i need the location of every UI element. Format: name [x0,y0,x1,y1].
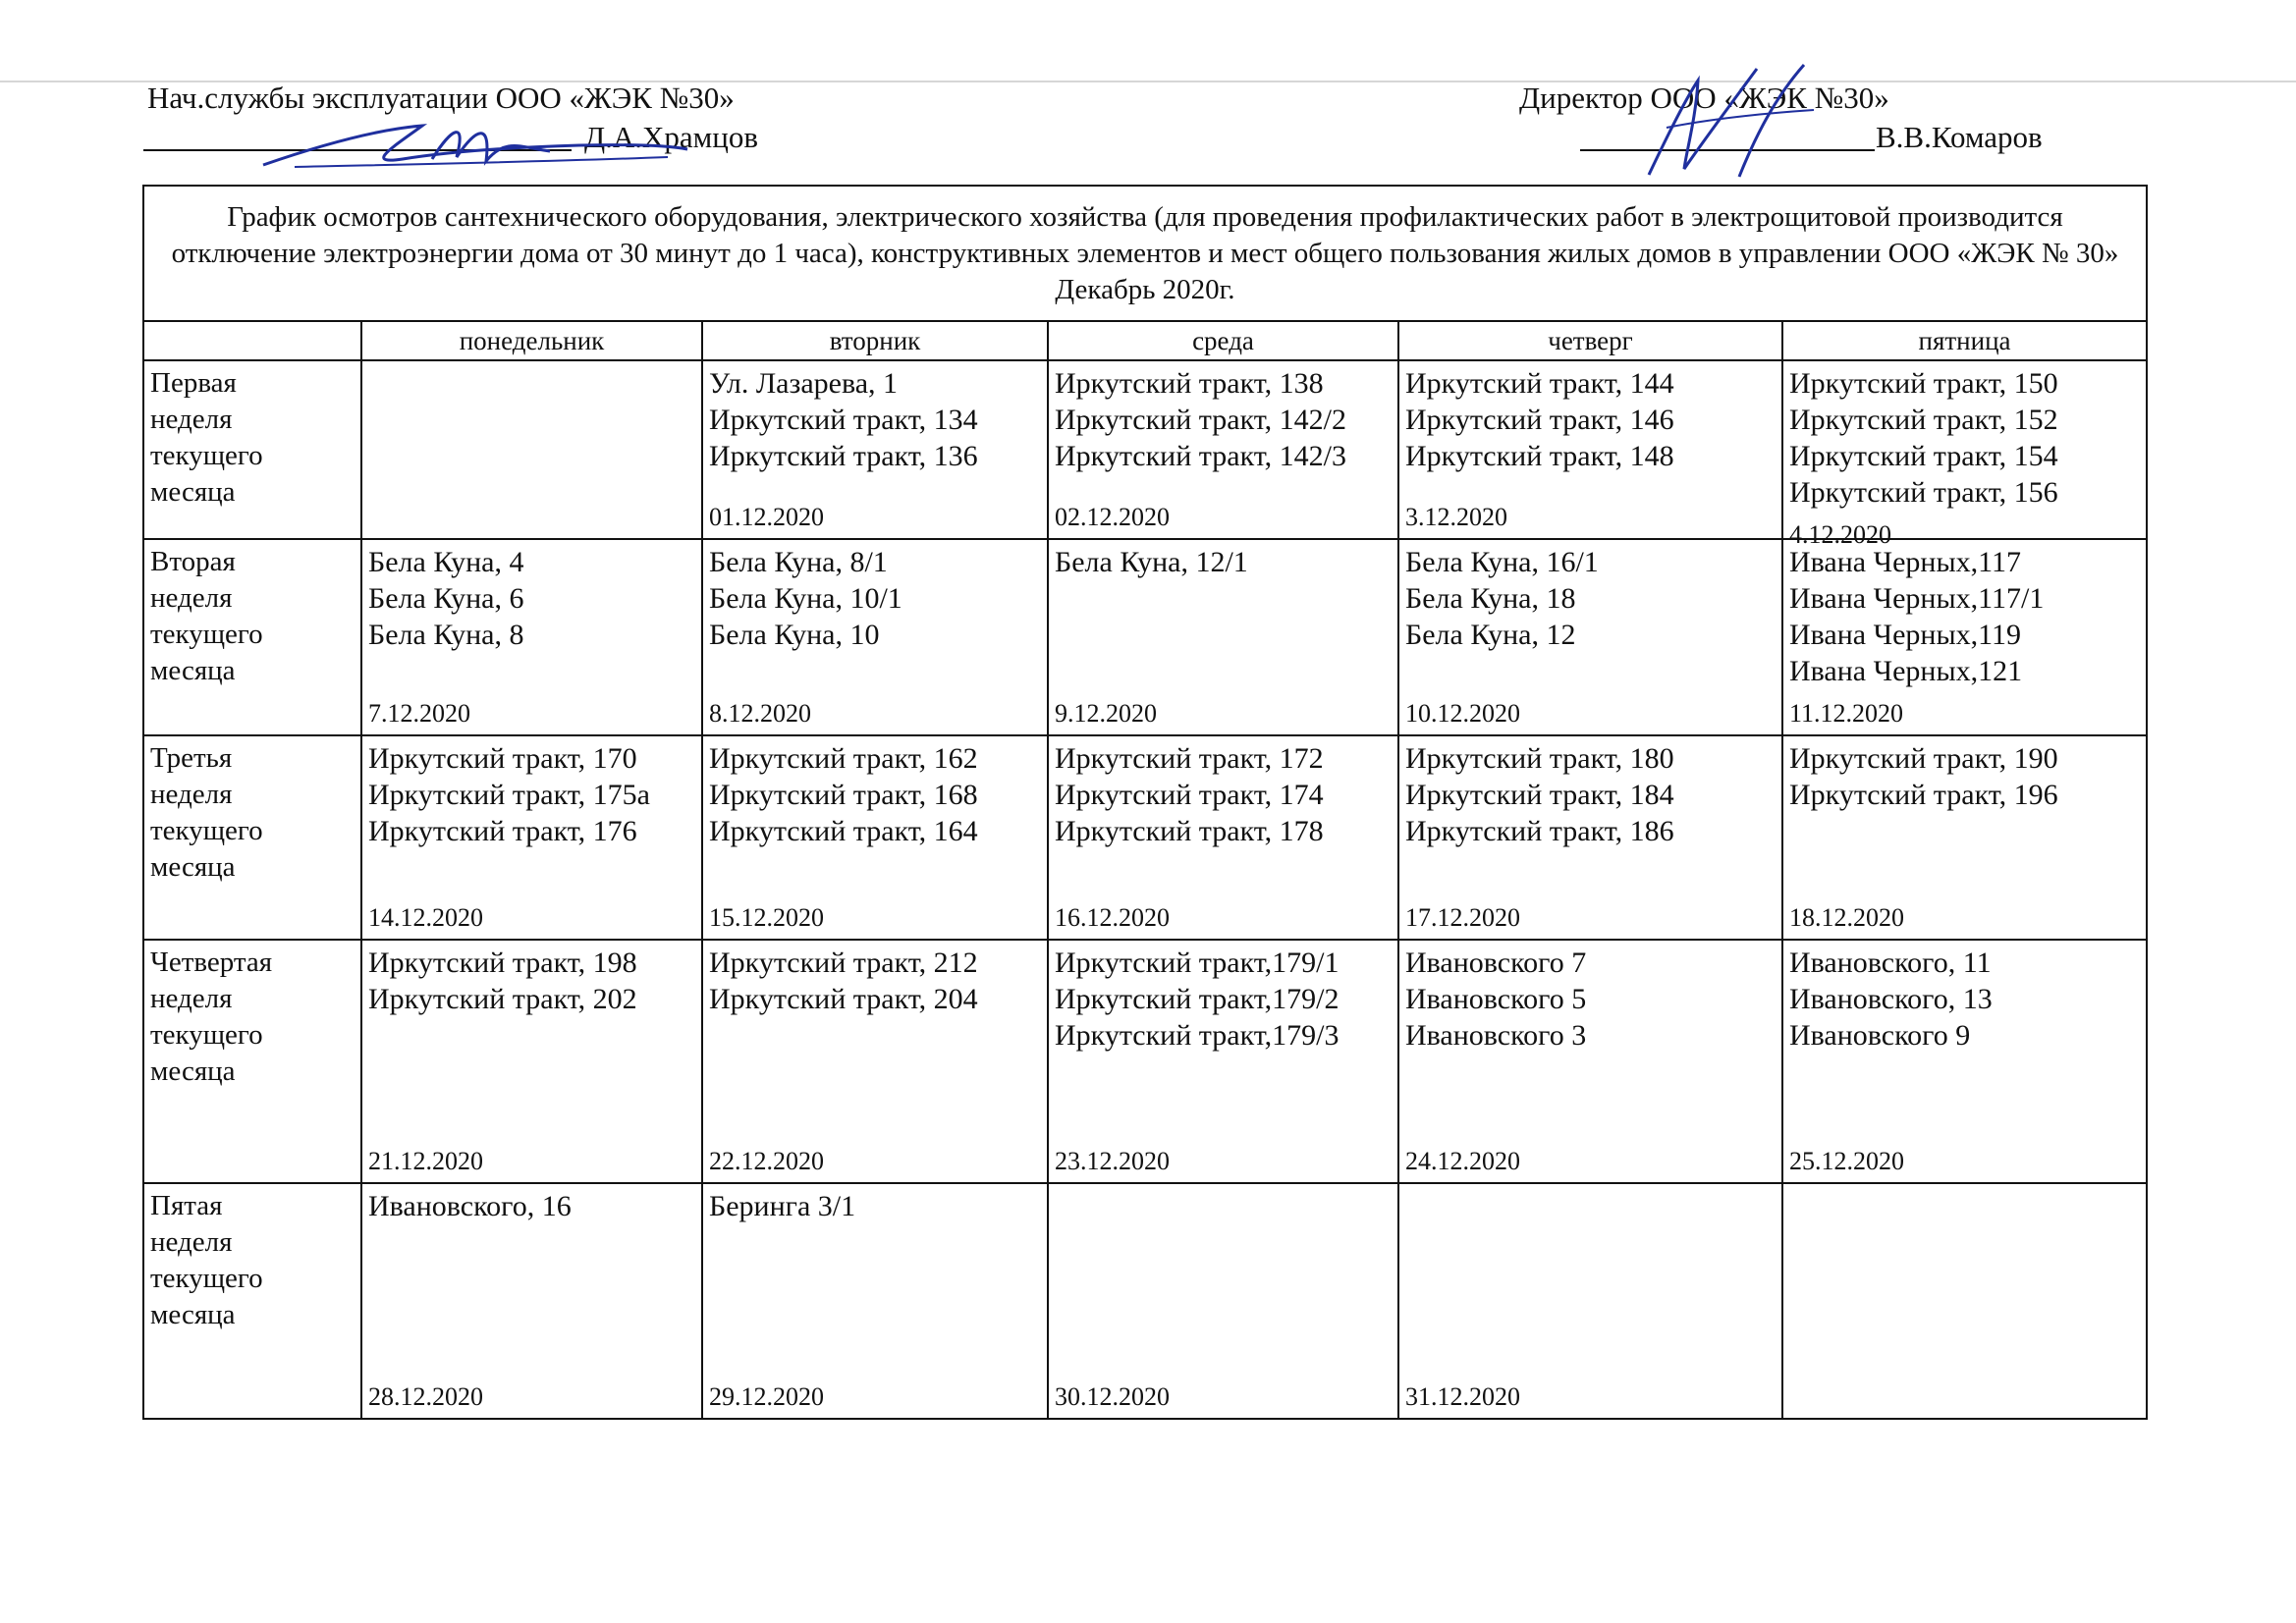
inspection-date: 24.12.2020 [1405,1147,1520,1175]
address-item: Иркутский тракт, 180 [1405,742,1674,775]
schedule-cell-friday [1782,735,2147,940]
inspection-date: 14.12.2020 [368,903,483,932]
inspection-date: 3.12.2020 [1405,503,1507,531]
address-list [1055,544,1394,580]
address-list [709,365,1043,474]
address-list [368,740,697,849]
day-header-monday: понедельник [361,321,702,360]
address-item: Ивановского 3 [1405,1019,1587,1052]
inspection-date: 11.12.2020 [1789,699,1904,728]
address-item: Ивана Черных,117/1 [1789,582,2045,615]
address-item: Бела Куна, 18 [1405,582,1576,615]
address-item: Иркутский тракт, 136 [709,440,978,472]
address-list [1405,945,1777,1054]
inspection-date: 02.12.2020 [1055,503,1170,531]
approver-name-left: Д.А.Храмцов [584,120,759,154]
week-label: Первая неделя текущего месяца [143,360,361,539]
inspection-date: 16.12.2020 [1055,903,1170,932]
inspection-date: 8.12.2020 [709,699,811,728]
address-item: Бела Куна, 4 [368,546,524,578]
address-list [1055,945,1394,1054]
address-item: Иркутский тракт, 144 [1405,367,1674,400]
address-item: Ул. Лазарева, 1 [709,367,899,400]
schedule-cell-wednesday [1048,539,1398,735]
address-list [1789,365,2142,511]
inspection-date: 21.12.2020 [368,1147,483,1175]
week-label: Третья неделя текущего месяца [143,735,361,940]
address-item: Иркутский тракт, 162 [709,742,978,775]
inspection-date: 9.12.2020 [1055,699,1157,728]
address-item: Бела Куна, 12/1 [1055,546,1248,578]
schedule-cell-wednesday [1048,735,1398,940]
address-item: Иркутский тракт, 196 [1789,779,2058,811]
schedule-cell-tuesday [702,940,1048,1183]
address-list [1405,365,1777,474]
approver-name-right: В.В.Комаров [1876,120,2043,154]
inspection-date: 28.12.2020 [368,1382,483,1411]
address-item: Бела Куна, 8/1 [709,546,888,578]
address-item: Иркутский тракт, 172 [1055,742,1324,775]
address-item: Иркутский тракт, 202 [368,983,637,1015]
inspection-date: 23.12.2020 [1055,1147,1170,1175]
address-item: Иркутский тракт, 178 [1055,815,1324,847]
schedule-cell-tuesday [702,1183,1048,1419]
address-item: Ивана Черных,121 [1789,655,2023,687]
inspection-date: 4.12.2020 [1789,520,1891,549]
schedule-cell-wednesday [1048,1183,1398,1419]
address-item: Ивановского 5 [1405,983,1587,1015]
address-item: Иркутский тракт, 142/3 [1055,440,1346,472]
address-item: Иркутский тракт, 156 [1789,476,2058,509]
inspection-date: 22.12.2020 [709,1147,824,1175]
schedule-cell-friday [1782,1183,2147,1419]
week-label: Пятая неделя текущего месяца [143,1183,361,1419]
address-item: Бела Куна, 16/1 [1405,546,1599,578]
address-list [1055,365,1394,474]
inspection-date: 15.12.2020 [709,903,824,932]
address-item: Беринга 3/1 [709,1190,856,1222]
address-list [1405,740,1777,849]
address-item: Иркутский тракт, 186 [1405,815,1674,847]
address-list [709,740,1043,849]
address-list [368,1188,697,1224]
address-item: Бела Куна, 10/1 [709,582,902,615]
address-item: Иркутский тракт, 190 [1789,742,2058,775]
address-list [368,945,697,1017]
week-row [143,735,2147,940]
address-item: Ивановского, 11 [1789,947,1992,979]
inspection-date: 7.12.2020 [368,699,470,728]
day-header-friday: пятница [1782,321,2147,360]
address-item: Бела Куна, 12 [1405,619,1576,651]
schedule-cell-monday [361,539,702,735]
schedule-cell-friday [1782,360,2147,549]
address-list [368,544,697,653]
address-item: Иркутский тракт, 176 [368,815,637,847]
address-item: Бела Куна, 6 [368,582,524,615]
inspection-date: 17.12.2020 [1405,903,1520,932]
inspection-date: 30.12.2020 [1055,1382,1170,1411]
address-item: Ивановского 7 [1405,947,1587,979]
schedule-cell-monday [361,360,702,539]
day-header-wednesday: среда [1048,321,1398,360]
address-item: Ивана Черных,119 [1789,619,2022,651]
inspection-date: 18.12.2020 [1789,903,1904,932]
address-item: Иркутский тракт, 174 [1055,779,1324,811]
day-header-tuesday: вторник [702,321,1048,360]
day-header-thursday: четверг [1398,321,1782,360]
address-list [1405,544,1777,653]
schedule-cell-friday [1782,940,2147,1183]
address-item: Иркутский тракт, 164 [709,815,978,847]
approval-block-right [1519,79,2043,154]
header-corner-cell [143,321,361,360]
address-item: Иркутский тракт, 138 [1055,367,1324,400]
inspection-date: 29.12.2020 [709,1382,824,1411]
schedule-cell-thursday [1398,1183,1782,1419]
address-item: Иркутский тракт, 134 [709,404,978,436]
handwritten-signature-right [1637,59,1833,187]
address-item: Иркутский тракт,179/2 [1055,983,1339,1015]
address-list [709,544,1043,653]
address-list [709,1188,1043,1224]
approver-position-left: Нач.службы эксплуатации ООО «ЖЭК №30» [147,81,735,115]
address-item: Иркутский тракт, 204 [709,983,978,1015]
week-row [143,360,2147,539]
address-item: Ивана Черных,117 [1789,546,2022,578]
address-item: Бела Куна, 10 [709,619,880,651]
address-item: Иркутский тракт, 154 [1789,440,2058,472]
approval-block-left [147,79,759,154]
schedule-cell-tuesday [702,735,1048,940]
week-row [143,940,2147,1183]
schedule-cell-friday [1782,539,2147,735]
schedule-cell-thursday [1398,735,1782,940]
schedule-cell-thursday [1398,360,1782,539]
inspection-date: 31.12.2020 [1405,1382,1520,1411]
address-list [1789,945,2142,1054]
address-list [1789,544,2142,689]
address-list [709,945,1043,1017]
week-label: Вторая неделя текущего месяца [143,539,361,735]
schedule-cell-thursday [1398,539,1782,735]
address-item: Ивановского, 13 [1789,983,1993,1015]
address-item: Иркутский тракт, 184 [1405,779,1674,811]
address-item: Иркутский тракт, 212 [709,947,978,979]
inspection-date: 10.12.2020 [1405,699,1520,728]
address-item: Иркутский тракт, 168 [709,779,978,811]
schedule-cell-tuesday [702,539,1048,735]
schedule-cell-monday [361,1183,702,1419]
address-item: Бела Куна, 8 [368,619,524,651]
approver-position-right: Директор ООО «ЖЭК №30» [1519,81,1889,115]
inspection-date: 25.12.2020 [1789,1147,1904,1175]
address-item: Иркутский тракт, 170 [368,742,637,775]
address-item: Иркутский тракт, 150 [1789,367,2058,400]
schedule-cell-tuesday [702,360,1048,539]
address-list [1055,740,1394,849]
schedule-cell-thursday [1398,940,1782,1183]
inspection-schedule-table [142,185,2148,1420]
address-item: Ивановского 9 [1789,1019,1971,1052]
address-item: Иркутский тракт, 175а [368,779,650,811]
address-item: Иркутский тракт,179/3 [1055,1019,1339,1052]
address-item: Иркутский тракт, 198 [368,947,637,979]
week-row [143,539,2147,735]
address-list [1789,740,2142,813]
week-row [143,1183,2147,1419]
schedule-title: График осмотров сантехнического оборудования, электрического хозяйства (для проведения профилактических работ в электрощитовой производится отключение электроэнергии дома от 30 минут до 1 часа), конструктивных элементов и мест общего пользования жилых домов в управлении ООО «ЖЭК № 30» Декабрь 2020г. [143,186,2147,321]
schedule-cell-monday [361,735,702,940]
address-item: Ивановского, 16 [368,1190,572,1222]
schedule-cell-wednesday [1048,360,1398,539]
week-label: Четвертая неделя текущего месяца [143,940,361,1183]
day-header-row [143,321,2147,360]
schedule-cell-monday [361,940,702,1183]
address-item: Иркутский тракт, 142/2 [1055,404,1346,436]
address-item: Иркутский тракт, 152 [1789,404,2058,436]
inspection-date: 01.12.2020 [709,503,824,531]
schedule-cell-wednesday [1048,940,1398,1183]
address-item: Иркутский тракт, 148 [1405,440,1674,472]
address-item: Иркутский тракт,179/1 [1055,947,1339,979]
address-item: Иркутский тракт, 146 [1405,404,1674,436]
handwritten-signature-left [255,108,697,177]
